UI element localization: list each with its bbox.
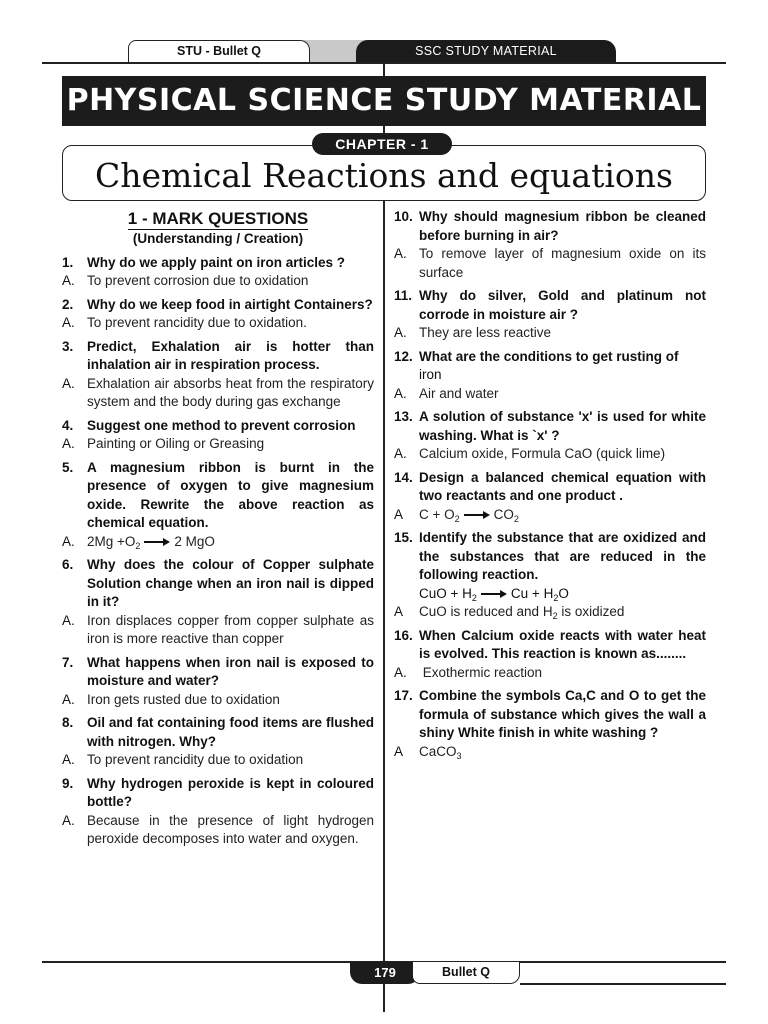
chapter-tag: CHAPTER - 1 bbox=[312, 133, 452, 155]
question-6 bbox=[62, 556, 374, 649]
question-number: 14. bbox=[394, 469, 413, 485]
question-text: Oil and fat containing food items are flushed with nitrogen. Why? bbox=[87, 715, 374, 749]
question-text: A magnesium ribbon is burnt in the presence of oxygen to give magnesium oxide. Rewrite the above reaction as chemical equation. bbox=[87, 459, 374, 530]
answer-label: A bbox=[394, 506, 404, 522]
question-text: When Calcium oxide reacts with water heat is evolved. This reaction is known as........ bbox=[419, 627, 706, 661]
answer-text: To remove layer of magnesium oxide on its surface bbox=[419, 246, 706, 280]
question-5 bbox=[62, 459, 374, 552]
reaction-arrow-icon bbox=[464, 511, 490, 519]
reaction-arrow-icon bbox=[481, 590, 507, 598]
answer-text: CuO is reduced and $H_2$ is oxidized bbox=[419, 604, 625, 621]
answer-label: A. bbox=[62, 375, 75, 391]
section-title: 1 - MARK QUESTIONS bbox=[127, 209, 309, 228]
question-number: 9. bbox=[62, 775, 74, 791]
question-1 bbox=[62, 254, 374, 291]
question-text: Why does the colour of Copper sulphate Solution change when an iron nail is dipped in it? bbox=[87, 557, 374, 609]
answer-label: A. bbox=[394, 664, 407, 680]
question-number: 16. bbox=[394, 627, 413, 643]
question-text: Combine the symbols Ca,C and O to get the formula of substance which gives the wall a shiny White finish in white washing ? bbox=[419, 688, 706, 740]
question-text: Suggest one method to prevent corrosion bbox=[87, 417, 356, 433]
question-number: 3. bbox=[62, 338, 74, 354]
question-8 bbox=[62, 714, 374, 770]
answer-text: Calcium oxide, Formula CaO (quick lime) bbox=[419, 446, 666, 461]
answer-label: A. bbox=[62, 612, 75, 628]
right-column bbox=[394, 208, 706, 766]
question-number: 17. bbox=[394, 688, 413, 703]
question-11 bbox=[394, 287, 706, 343]
question-text: Why hydrogen peroxide is kept in coloured bottle? bbox=[87, 775, 374, 809]
question-number: 1. bbox=[62, 254, 74, 270]
answer-label: A bbox=[394, 604, 404, 619]
answer-text: Exhalation air absorbs heat from the respiratory system and the body during gas exchange bbox=[87, 375, 374, 409]
question-text: What are the conditions to get rusting of bbox=[419, 348, 679, 364]
question-text: Why do silver, Gold and platinum not corrode in moisture air ? bbox=[419, 288, 706, 322]
question-text: Design a balanced chemical equation with two reactants and one product . bbox=[419, 469, 706, 503]
header-series-label: SSC STUDY MATERIAL bbox=[356, 40, 616, 62]
answer-label: A. bbox=[62, 533, 75, 549]
answer-label: A. bbox=[62, 273, 75, 288]
answer-text: To prevent rancidity due to oxidation bbox=[87, 752, 304, 767]
answer-text: Iron gets rusted due to oxidation bbox=[87, 691, 280, 707]
question-9 bbox=[62, 775, 374, 849]
answer-label: A. bbox=[62, 812, 75, 828]
question-17 bbox=[394, 687, 706, 761]
question-text: Predict, Exhalation air is hotter than inhalation air in respiration process. bbox=[87, 338, 374, 372]
footer-tail-rule bbox=[520, 983, 726, 985]
question-4 bbox=[62, 417, 374, 454]
answer-label: A. bbox=[62, 436, 75, 451]
question-15 bbox=[394, 529, 706, 622]
question-7 bbox=[62, 654, 374, 710]
question-2 bbox=[62, 296, 374, 333]
answer-label: A. bbox=[394, 446, 407, 461]
question-text: Why should magnesium ribbon be cleaned before burning in air? bbox=[419, 209, 706, 243]
answer-text: Because in the presence of light hydrogen peroxide decomposes into water and oxygen. bbox=[87, 812, 374, 846]
left-column bbox=[62, 208, 374, 854]
answer-label: A. bbox=[394, 325, 407, 340]
chapter-title: Chemical Reactions and equations bbox=[95, 156, 673, 195]
question-number: 12. bbox=[394, 348, 413, 364]
answer-text: They are less reactive bbox=[419, 325, 552, 340]
question-number: 15. bbox=[394, 530, 413, 545]
answer-label: A. bbox=[394, 246, 407, 261]
answer-label: A bbox=[394, 743, 404, 759]
answer-equation: $C + O_2$ $CO_2$ bbox=[419, 506, 519, 524]
question-number: 8. bbox=[62, 715, 74, 730]
answer-text: Iron displaces copper from copper sulphate as iron is more reactive than copper bbox=[87, 612, 374, 646]
question-number: 2. bbox=[62, 296, 74, 312]
question-number: 10. bbox=[394, 209, 413, 224]
question-number: 4. bbox=[62, 417, 74, 433]
question-text: Identify the substance that are oxidized and the substances that are reduced in the following reaction. bbox=[419, 530, 706, 582]
question-13 bbox=[394, 408, 706, 464]
reaction-arrow-icon bbox=[144, 538, 170, 546]
footer-book-label: Bullet Q bbox=[412, 962, 520, 984]
answer-text: Painting or Oiling or Greasing bbox=[87, 436, 265, 451]
question-number: 11. bbox=[394, 288, 413, 303]
header-book-label: STU - Bullet Q bbox=[128, 40, 310, 62]
question-text: Why do we apply paint on iron articles ? bbox=[87, 254, 346, 270]
question-equation: CuO + $H_2$ $Cu + H_2O$ bbox=[419, 585, 569, 603]
answer-label: A. bbox=[62, 315, 75, 330]
question-text: What happens when iron nail is exposed to moisture and water? bbox=[87, 654, 374, 688]
subject-banner: PHYSICAL SCIENCE STUDY MATERIAL bbox=[62, 76, 706, 126]
page-number: 179 bbox=[350, 962, 420, 984]
answer-formula: CaCO$_3$ bbox=[419, 743, 462, 761]
question-14 bbox=[394, 469, 706, 525]
question-number: 5. bbox=[62, 459, 74, 475]
question-12 bbox=[394, 348, 706, 404]
answer-equation: $2Mg +O_2$ 2 MgO bbox=[87, 533, 215, 551]
answer-text: To prevent corrosion due to oxidation bbox=[87, 273, 309, 288]
question-continuation: iron bbox=[419, 367, 442, 382]
answer-text: To prevent rancidity due to oxidation. bbox=[87, 315, 307, 330]
section-subtitle: (Understanding / Creation) bbox=[132, 231, 304, 246]
question-number: 6. bbox=[62, 557, 74, 572]
question-3 bbox=[62, 338, 374, 412]
answer-label: A. bbox=[62, 691, 75, 707]
answer-text: Exothermic reaction bbox=[419, 664, 543, 680]
question-text: Why do we keep food in airtight Containers? bbox=[87, 296, 373, 312]
answer-text: Air and water bbox=[419, 385, 499, 401]
question-text: A solution of substance 'x' is used for white washing. What is `x' ? bbox=[419, 409, 706, 443]
question-16 bbox=[394, 627, 706, 683]
question-10 bbox=[394, 208, 706, 282]
answer-label: A. bbox=[62, 752, 75, 767]
column-divider bbox=[383, 64, 385, 1012]
question-number: 13. bbox=[394, 409, 413, 424]
answer-label: A. bbox=[394, 385, 407, 401]
question-number: 7. bbox=[62, 654, 74, 670]
